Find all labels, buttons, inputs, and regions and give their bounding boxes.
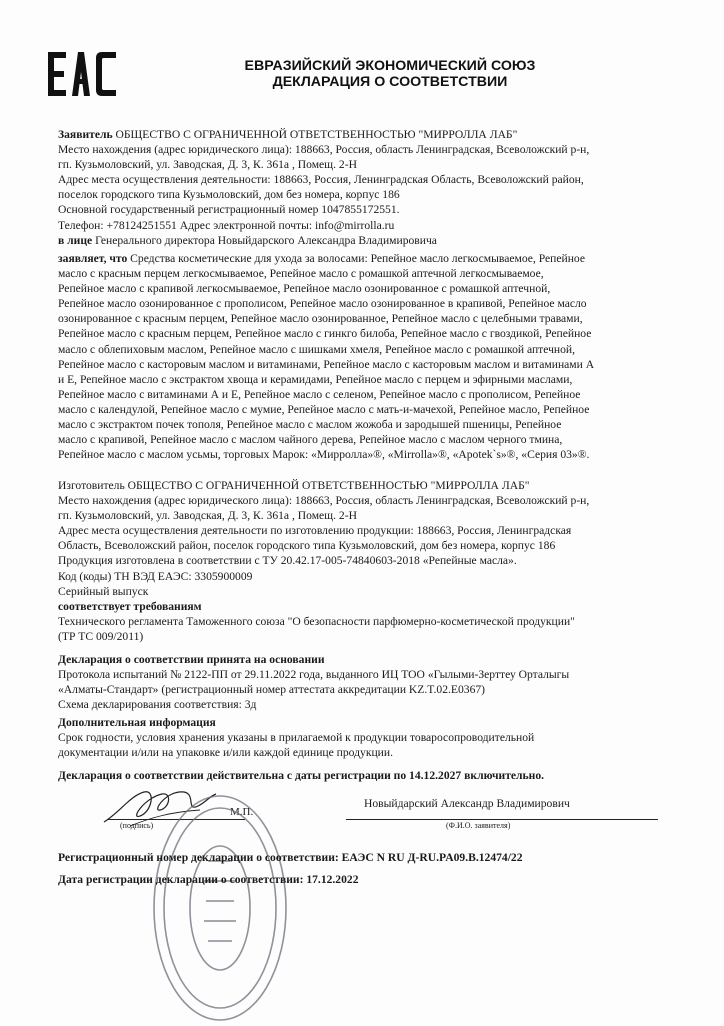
- declares-line: и Е, Репейное масло с экстрактом хвоща и керамидами, Репейное масло с перцем и эфирными маслами,: [58, 372, 573, 386]
- declares-line: масло с красным перцем легкосмываемое, Репейное масло с ромашкой аптечной легкосмываемое,: [58, 267, 544, 281]
- declares-line: масло с экстрактом почек тополя, Репейное масло с маслом жожоба и зародышей пшеницы, Репейное: [58, 418, 562, 432]
- declares-label: заявляет, что: [58, 252, 128, 265]
- declares-line: Средства косметические для ухода за волосами: Репейное масло легкосмываемое, Репейное: [127, 252, 586, 265]
- header-line-2: ДЕКЛАРАЦИЯ О СООТВЕТСТВИИ: [272, 74, 508, 90]
- basis-line: Протокола испытаний № 2122-ПП от 29.11.2022 года, выданного ИЦ ТОО «Гылыми-Зерттеу Орталыгы: [58, 668, 570, 682]
- regulation-line: Технического регламента Таможенного союза "О безопасности парфюмерно-косметической продукции": [58, 614, 575, 628]
- signer-line: [346, 819, 658, 820]
- applicant-name: ОБЩЕСТВО С ОГРАНИЧЕННОЙ ОТВЕТСТВЕННОСТЬЮ "МИРРОЛЛА ЛАБ": [112, 128, 518, 141]
- company-stamp-icon: [150, 790, 290, 1026]
- applicant-line: Телефон: +78124251551 Адрес электронной почты: info@mirrolla.ru: [58, 218, 395, 232]
- declares-line: Репейное масло с крапивой легкосмываемое, Репейное масло озонированное с ромашкой аптечной,: [58, 282, 551, 296]
- declares-line: озонированное с красным перцем, Репейное масло озонированное, Репейное масло с целебными травами,: [58, 312, 583, 326]
- basis-line: Схема декларирования соответствия: 3д: [58, 698, 257, 712]
- declares-line: масло с календулой, Репейное масло с мумие, Репейное масло с мать-и-мачехой, Репейное масло, Репейное: [58, 402, 590, 416]
- basis-line: «Алматы-Стандарт» (регистрационный номер аттестата аккредитации KZ.T.02.E0367): [58, 683, 486, 697]
- manufacturer-line: Изготовитель ОБЩЕСТВО С ОГРАНИЧЕННОЙ ОТВЕТСТВЕННОСТЬЮ "МИРРОЛЛА ЛАБ": [58, 479, 530, 492]
- manufacturer-line: Адрес места осуществления деятельности по изготовлению продукции: 188663, Россия, Ленинградская: [58, 524, 572, 538]
- signer-caption: (Ф.И.О. заявителя): [446, 821, 511, 830]
- person-label: в лице: [58, 233, 93, 247]
- manufacturer-block: [58, 478, 658, 644]
- declares-line: Репейное масло с касторовым маслом и витаминами, Репейное масло с касторовым маслом и витаминами А: [58, 357, 595, 371]
- applicant-label: Заявитель: [58, 128, 113, 141]
- declares-line: Репейное масло с витаминами А и Е, Репейное масло с селеном, Репейное масло с прополисом, Репейное: [58, 387, 581, 401]
- applicant-line: Место нахождения (адрес юридического лица): 188663, Россия, область Ленинградская, Всеволожский р-н,: [58, 143, 590, 157]
- declares-line: Репейное масло с маслом усьмы, торговых Марок: «Мирролла»®, «Mirrolla»®, «Apotek`s»®, «Серия 03»®.: [58, 448, 590, 462]
- declares-line: Репейное масло с красным перцем, Репейное масло с гинкго билоба, Репейное масло с гвоздикой, Репейное: [58, 327, 592, 341]
- basis-block: [58, 652, 658, 712]
- header-line-1: ЕВРАЗИЙСКИЙ ЭКОНОМИЧЕСКИЙ СОЮЗ: [244, 58, 536, 74]
- manufacturer-line: Место нахождения (адрес юридического лица): 188663, Россия, область Ленинградская, Всеволожский р-н,: [58, 494, 590, 508]
- declares-line: масло с крапивой, Репейное масло с маслом чайного дерева, Репейное масло с маслом черного тмина,: [58, 433, 563, 447]
- manufacturer-line: гп. Кузьмоловский, ул. Заводская, Д. 3, К. 361а , Помещ. 2-Н: [58, 509, 357, 523]
- signer-name: Новыйдарский Александр Владимирович: [364, 797, 570, 810]
- basis-label: Декларация о соответствии принята на основании: [58, 653, 325, 666]
- additional-label: Дополнительная информация: [58, 716, 216, 729]
- applicant-line: гп. Кузьмоловский, ул. Заводская, Д. 3, К. 361а , Помещ. 2-Н: [58, 158, 357, 172]
- additional-line: документации и/или на упаковке и/или каждой единице продукции.: [58, 746, 393, 760]
- person-name: Генерального директора Новыйдарского Александра Владимировича: [92, 233, 437, 247]
- regulation-line: (ТР ТС 009/2011): [58, 629, 144, 643]
- declares-line: Репейное масло озонированное с прополисом, Репейное масло озонированное в крапивой, Репейное масло: [58, 297, 587, 311]
- registration-number: Регистрационный номер декларации о соответствии: ЕАЭС N RU Д-RU.PA09.B.12474/22: [58, 851, 523, 864]
- eac-logo-icon: [48, 52, 120, 96]
- declares-line: масло с облепиховым маслом, Репейное масло с шишками хмеля, Репейное масло с ромашкой аптечной,: [58, 342, 576, 356]
- registration-date: Дата регистрации декларации о соответствии: 17.12.2022: [58, 873, 359, 886]
- document-header: [170, 58, 610, 90]
- manufacturer-line: Область, Всеволожский район, поселок городского типа Кузьмоловский, дом без номера, корпус 186: [58, 539, 556, 553]
- manufacturer-line: Код (коды) ТН ВЭД ЕАЭС: 3305900009: [58, 569, 253, 583]
- manufacturer-line: Продукция изготовлена в соответствии с ТУ 20.42.17-005-74840603-2018 «Репейные масла».: [58, 554, 517, 568]
- validity-text: Декларация о соответствии действительна с даты регистрации по 14.12.2027 включительно.: [58, 769, 545, 782]
- manufacturer-line: Серийный выпуск: [58, 584, 149, 598]
- declares-block: [58, 251, 658, 462]
- applicant-line: Адрес места осуществления деятельности: 188663, Россия, Ленинградская Область, Всеволожский район,: [58, 173, 584, 187]
- mp-label: М.П.: [230, 806, 254, 818]
- signature-caption: (подпись): [120, 821, 154, 830]
- additional-block: [58, 715, 658, 760]
- applicant-line: поселок городского типа Кузьмоловский, дом без номера, корпус 186: [58, 188, 400, 202]
- additional-line: Срок годности, условия хранения указаны в прилагаемой к продукции товаросопроводительной: [58, 731, 535, 745]
- applicant-line: Основной государственный регистрационный номер 1047855172551.: [58, 203, 400, 217]
- conforms-label: соответствует требованиям: [58, 599, 202, 613]
- applicant-block: [58, 127, 658, 248]
